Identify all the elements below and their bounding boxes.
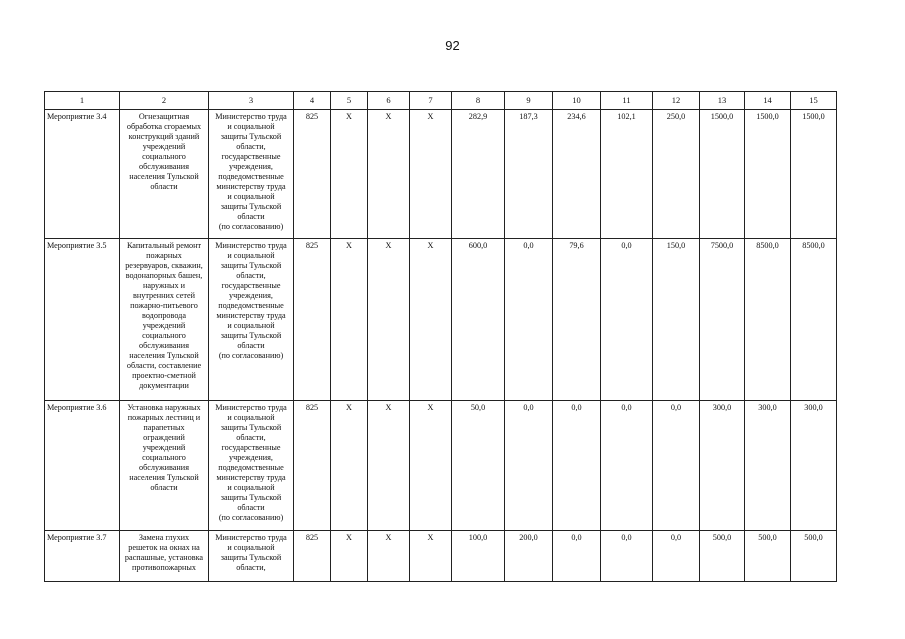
description-line: документации	[139, 381, 189, 390]
description-line: противопожарных	[132, 563, 196, 572]
value-cell: 825	[294, 401, 331, 531]
executor-line: министерству труда	[216, 182, 286, 191]
value-cell: Х	[368, 110, 410, 239]
description-line: ограждений	[143, 433, 185, 442]
executor-line: подведомственные	[218, 463, 284, 472]
description-line: Установка наружных	[127, 403, 201, 412]
column-header: 6	[368, 92, 410, 110]
measure-description	[120, 239, 209, 401]
page-number: 92	[445, 38, 460, 53]
column-header: 5	[331, 92, 368, 110]
executor-line: министерству труда	[216, 311, 286, 320]
measure-name: Мероприятие 3.5	[45, 239, 120, 401]
value-cell: 825	[294, 239, 331, 401]
column-header: 9	[505, 92, 553, 110]
value-cell: Х	[331, 110, 368, 239]
description-line: Огнезащитная	[138, 112, 190, 121]
value-cell: 300,0	[791, 401, 837, 531]
executor-line: защиты Тульской	[220, 202, 282, 211]
executor-line: подведомственные	[218, 172, 284, 181]
executor-line: и социальной	[227, 251, 275, 260]
description-line: водопровода	[142, 311, 186, 320]
measure-name: Мероприятие 3.6	[45, 401, 120, 531]
executor-line: и социальной	[227, 192, 275, 201]
description-line: населения Тульской	[129, 351, 199, 360]
description-line: обслуживания	[139, 463, 189, 472]
value-cell: 300,0	[745, 401, 791, 531]
value-cell: Х	[331, 239, 368, 401]
column-header: 3	[209, 92, 294, 110]
value-cell: 1500,0	[700, 110, 745, 239]
measure-description	[120, 531, 209, 582]
executor-line: (по согласованию)	[218, 222, 284, 231]
description-line: резервуаров, скважин,	[125, 261, 203, 270]
value-cell: 0,0	[601, 531, 653, 582]
executor-line: области,	[236, 271, 266, 280]
value-cell: 500,0	[791, 531, 837, 582]
value-cell: Х	[410, 401, 452, 531]
value-cell: 0,0	[601, 239, 653, 401]
value-cell: 100,0	[452, 531, 505, 582]
value-cell: 79,6	[553, 239, 601, 401]
column-header: 15	[791, 92, 837, 110]
value-cell: 282,9	[452, 110, 505, 239]
column-header: 4	[294, 92, 331, 110]
executor-line: и социальной	[227, 321, 275, 330]
value-cell: Х	[368, 239, 410, 401]
measure-executor	[209, 239, 294, 401]
table-row	[45, 110, 837, 239]
column-header: 10	[553, 92, 601, 110]
executor-line: Министерство труда	[215, 533, 287, 542]
executor-line: области	[237, 341, 265, 350]
value-cell: 825	[294, 531, 331, 582]
value-cell: 0,0	[505, 239, 553, 401]
column-header: 12	[653, 92, 700, 110]
executor-line: (по согласованию)	[218, 513, 284, 522]
value-cell: 250,0	[653, 110, 700, 239]
description-line: социального	[142, 331, 186, 340]
executor-line: государственные	[221, 281, 281, 290]
value-cell: Х	[368, 401, 410, 531]
column-header: 8	[452, 92, 505, 110]
description-line: конструкций зданий	[128, 132, 200, 141]
column-header: 13	[700, 92, 745, 110]
value-cell: 0,0	[505, 401, 553, 531]
measure-description	[120, 401, 209, 531]
executor-line: Министерство труда	[215, 403, 287, 412]
executor-line: и социальной	[227, 483, 275, 492]
measure-name: Мероприятие 3.4	[45, 110, 120, 239]
value-cell: 825	[294, 110, 331, 239]
description-line: области, составление	[126, 361, 202, 370]
description-line: пожарных	[146, 251, 182, 260]
description-line: решеток на окнах на	[128, 543, 200, 552]
value-cell: Х	[410, 531, 452, 582]
executor-line: и социальной	[227, 122, 275, 131]
value-cell: Х	[410, 110, 452, 239]
value-cell: 300,0	[700, 401, 745, 531]
description-line: учреждений	[142, 321, 186, 330]
value-cell: 0,0	[653, 531, 700, 582]
measure-description	[120, 110, 209, 239]
description-line: парапетных	[143, 423, 185, 432]
description-line: внутренних сетей	[133, 291, 195, 300]
description-line: учреждений	[142, 443, 186, 452]
description-line: наружных и	[142, 281, 186, 290]
executor-line: области,	[236, 433, 266, 442]
description-line: области	[150, 182, 178, 191]
description-line: области	[150, 483, 178, 492]
executor-line: защиты Тульской	[220, 132, 282, 141]
description-line: учреждений	[142, 142, 186, 151]
executor-line: (по согласованию)	[218, 351, 284, 360]
value-cell: 8500,0	[791, 239, 837, 401]
column-header: 1	[45, 92, 120, 110]
measure-executor	[209, 401, 294, 531]
executor-line: области,	[236, 142, 266, 151]
executor-line: области	[237, 212, 265, 221]
measure-name: Мероприятие 3.7	[45, 531, 120, 582]
column-header: 14	[745, 92, 791, 110]
value-cell: Х	[331, 531, 368, 582]
value-cell: 500,0	[700, 531, 745, 582]
executor-line: и социальной	[227, 413, 275, 422]
value-cell: 500,0	[745, 531, 791, 582]
value-cell: Х	[331, 401, 368, 531]
description-line: водонапорных башен,	[125, 271, 203, 280]
value-cell: 187,3	[505, 110, 553, 239]
value-cell: Х	[410, 239, 452, 401]
value-cell: 50,0	[452, 401, 505, 531]
table-row	[45, 239, 837, 401]
executor-line: учреждения,	[229, 453, 273, 462]
value-cell: 7500,0	[700, 239, 745, 401]
description-line: Замена глухих	[138, 533, 190, 542]
value-cell: 0,0	[601, 401, 653, 531]
value-cell: 0,0	[553, 531, 601, 582]
description-line: Капитальный ремонт	[126, 241, 202, 250]
value-cell: 102,1	[601, 110, 653, 239]
executor-line: государственные	[221, 152, 281, 161]
executor-line: учреждения,	[229, 162, 273, 171]
value-cell: 150,0	[653, 239, 700, 401]
measure-executor	[209, 110, 294, 239]
executor-line: учреждения,	[229, 291, 273, 300]
description-line: социального	[142, 453, 186, 462]
description-line: социального	[142, 152, 186, 161]
executor-line: подведомственные	[218, 301, 284, 310]
executor-line: защиты Тульской	[220, 261, 282, 270]
value-cell: 600,0	[452, 239, 505, 401]
description-line: обслуживания	[139, 162, 189, 171]
column-header: 11	[601, 92, 653, 110]
value-cell: Х	[368, 531, 410, 582]
executor-line: защиты Тульской	[220, 331, 282, 340]
header-row	[45, 92, 837, 110]
description-line: проектно-сметной	[132, 371, 196, 380]
value-cell: 1500,0	[791, 110, 837, 239]
executor-line: защиты Тульской	[220, 553, 282, 562]
executor-line: защиты Тульской	[220, 493, 282, 502]
executor-line: защиты Тульской	[220, 423, 282, 432]
table-row	[45, 401, 837, 531]
budget-table	[44, 91, 837, 582]
executor-line: Министерство труда	[215, 112, 287, 121]
column-header: 7	[410, 92, 452, 110]
value-cell: 1500,0	[745, 110, 791, 239]
value-cell: 200,0	[505, 531, 553, 582]
description-line: пожарных лестниц и	[127, 413, 201, 422]
table-row	[45, 531, 837, 582]
description-line: обслуживания	[139, 341, 189, 350]
value-cell: 234,6	[553, 110, 601, 239]
executor-line: и социальной	[227, 543, 275, 552]
executor-line: государственные	[221, 443, 281, 452]
executor-line: области,	[236, 563, 266, 572]
executor-line: министерству труда	[216, 473, 286, 482]
measure-executor	[209, 531, 294, 582]
description-line: населения Тульской	[129, 473, 199, 482]
value-cell: 0,0	[653, 401, 700, 531]
value-cell: 0,0	[553, 401, 601, 531]
column-header: 2	[120, 92, 209, 110]
executor-line: Министерство труда	[215, 241, 287, 250]
description-line: населения Тульской	[129, 172, 199, 181]
executor-line: области	[237, 503, 265, 512]
description-line: обработка сгораемых	[126, 122, 202, 131]
description-line: распашные, установка	[124, 553, 204, 562]
value-cell: 8500,0	[745, 239, 791, 401]
description-line: пожарно-питьевого	[130, 301, 198, 310]
